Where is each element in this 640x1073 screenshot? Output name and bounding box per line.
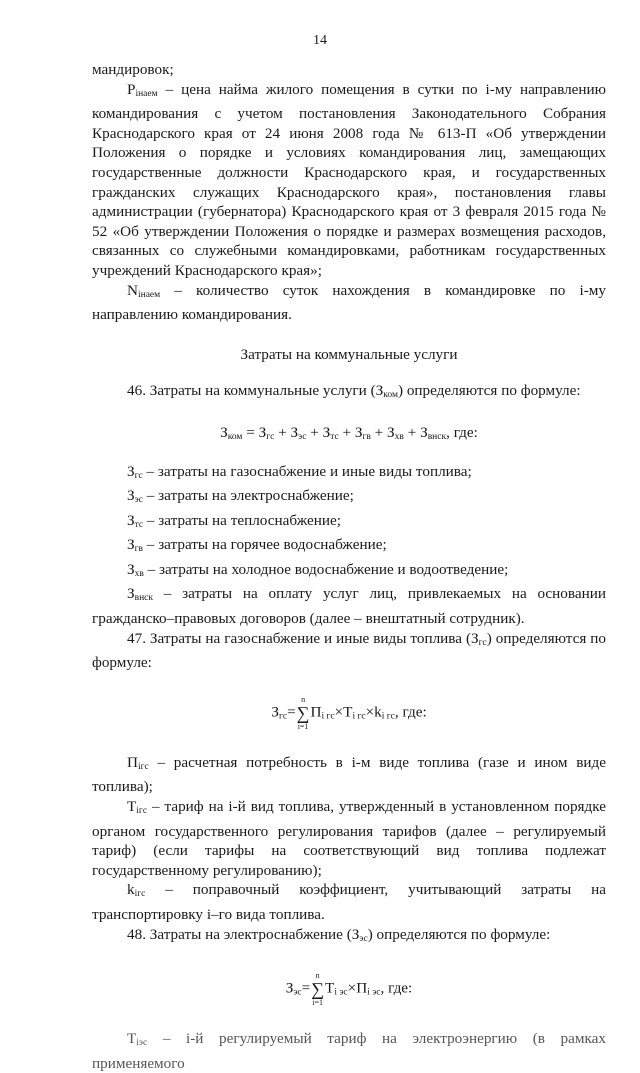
page-number: 14 — [313, 33, 327, 48]
definition-z-vnsk: $З_{внск}$ – затраты на оплату услуг лиц, привлекаемых на основании гражданско–правовых договоров (далее – внештатный сотрудник). — [92, 585, 606, 628]
definition-t-igs: $Т_{iгс}$ – тариф на i-й вид топлива, утвержденный в установленном порядке органом государственного регулирования тарифов (далее – регулируемый тариф) (если тарифы на соответствующий вид топлива подлежат государственному регулированию); — [92, 798, 606, 879]
document-body — [92, 60, 606, 1073]
definition-z-gs: $З_{гс}$ – затраты на газоснабжение и иные виды топлива; — [127, 462, 472, 481]
definition-z-ts: $З_{тс}$ – затраты на теплоснабжение; — [127, 511, 341, 530]
definition-p-igs: $П_{iгс}$ – расчетная потребность в i-м виде топлива (газе и ином виде топлива); — [92, 753, 606, 796]
n-inaem-definition: $N_{iнаем}$ – количество суток нахождения в командировке по i-му направлению командирования. — [92, 281, 606, 324]
p-inaem-definition: $P_{iнаем}$ – цена найма жилого помещения в сутки по i-му направлению командирования с учетом постановления Законодательного Собрания Краснодарского края от 24 июня 2008 года № 613-П «Об утверждении Положения о порядке и условиях командирования лиц, замещающих государственные должности Краснодарского края, и государственных гражданских служащих Краснодарского края», постановления главы администрации (губернатора) Краснодарского края от 3 февраля 2015 года № 52 «Об утверждении Положения о порядке и размерах возмещения расходов, связанных со служебными командировками, работникам государственных учреждений Краснодарского края»; — [92, 80, 606, 279]
sum-sign-47: n ∑ i=1 — [296, 694, 310, 731]
definition-z-hv: $З_{хв}$ – затраты на холодное водоснабжение и водоотведение; — [127, 560, 509, 579]
formula-47: $З_{гс}=$ n ∑ i=1 $П_{i гс}\times Т_{i гс}\times k_{i гс}$, где: — [271, 694, 427, 731]
item-48: 48. Затраты на электроснабжение $(З_{эс})$ определяются по формуле: — [127, 925, 551, 944]
sum-sign-48: n ∑ i=1 — [311, 971, 325, 1008]
item-47: 47. Затраты на газоснабжение и иные виды топлива $(З_{гс})$ определяются по формуле: — [92, 629, 606, 672]
definition-z-gv: $З_{гв}$ – затраты на горячее водоснабжение; — [127, 536, 387, 555]
definition-k-igs: $k_{iгс}$ – поправочный коэффициент, учитывающий затраты на транспортировку i–го вида топлива. — [92, 881, 606, 923]
formula-46: $З_{ком} = З_{гс} + З_{эс} + З_{тс} + З_{гв} + З_{хв} + З_{внск}$, где: — [220, 423, 478, 442]
section-heading: Затраты на коммунальные услуги — [240, 345, 458, 363]
definition-z-es: $З_{эс}$ – затраты на электроснабжение; — [127, 487, 354, 506]
item-46: 46. Затраты на коммунальные услуги $(З_{ком})$ определяются по формуле: — [127, 382, 581, 401]
definition-t-ies: $Т_{iэс} - i-й$ регулируемый тариф на электроэнергию (в рамках применяемого — [92, 1030, 606, 1072]
intro-tail: мандировок; — [92, 61, 174, 78]
formula-48: $З_{эс}=$ n ∑ i=1 $Т_{i эс}\times П_{i эс}$, где: — [285, 971, 413, 1008]
